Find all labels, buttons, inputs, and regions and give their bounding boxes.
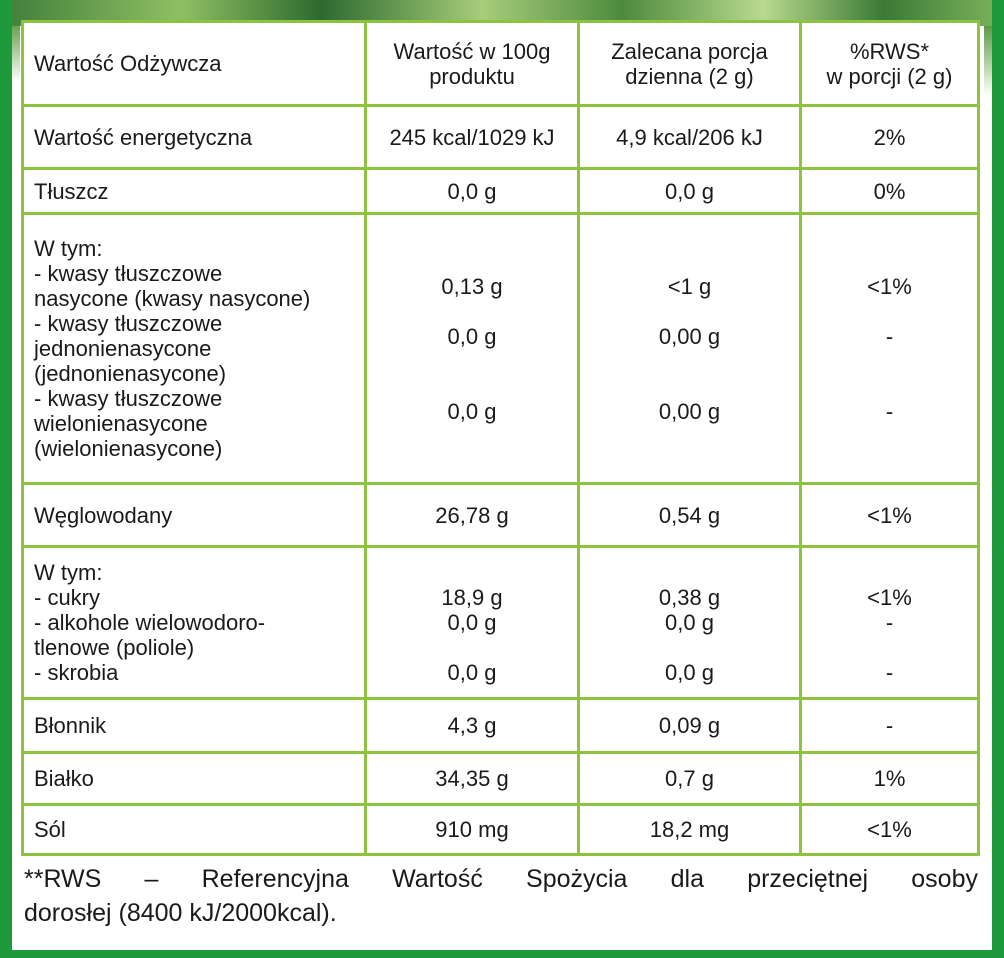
fat-saturated-name-line1: - kwasy tłuszczowe: [34, 261, 223, 286]
row-fat-name: Tłuszcz: [23, 169, 366, 214]
row-fiber-name: Błonnik: [23, 699, 366, 753]
carbs-polyol-name-line1: - alkohole wielowodoro-: [34, 610, 266, 635]
header-per-100g: [366, 22, 579, 106]
spacer: [377, 374, 567, 399]
table-row: [23, 805, 979, 855]
header-rws-line2: w porcji (2 g): [826, 63, 953, 89]
spacer: [812, 560, 967, 585]
row-carbs-per100: 26,78 g: [366, 484, 579, 547]
row-energy-name: Wartość energetyczna: [23, 106, 366, 169]
spacer: [590, 374, 789, 399]
row-fat-rws: 0%: [801, 169, 979, 214]
spacer: [377, 299, 567, 324]
table-row: [23, 484, 979, 547]
header-nutrient-label: Wartość Odżywcza: [34, 51, 222, 76]
spacer: [590, 349, 789, 374]
spacer: [590, 299, 789, 324]
row-protein-per100: 34,35 g: [366, 753, 579, 805]
carbs-starch-per100: 0,0 g: [447, 660, 497, 685]
carbs-breakdown-intro: W tym:: [34, 560, 103, 585]
carbs-polyol-portion: 0,0 g: [665, 610, 714, 635]
nutrition-table: [21, 20, 980, 856]
row-fat-per100: 0,0 g: [366, 169, 579, 214]
table-row: [23, 699, 979, 753]
table-row: [23, 169, 979, 214]
spacer: [812, 374, 967, 399]
table-row: [23, 106, 979, 169]
header-daily-portion: [579, 22, 801, 106]
fat-saturated-name-line2: nasycone (kwasy nasycone): [34, 286, 311, 311]
carbs-sugar-portion: 0,38 g: [658, 585, 721, 610]
row-energy-portion: 4,9 kcal/206 kJ: [579, 106, 801, 169]
fat-saturated-per100: 0,13 g: [441, 273, 503, 299]
header-rws: [801, 22, 979, 106]
spacer: [590, 635, 789, 660]
header-per-100g-line2: produktu: [429, 63, 515, 89]
carbs-starch-portion: 0,0 g: [665, 660, 714, 685]
spacer: [590, 249, 789, 274]
spacer: [590, 560, 789, 585]
row-salt-name: Sól: [23, 805, 366, 855]
fat-breakdown-intro: W tym:: [34, 236, 103, 261]
fat-breakdown-portion: [579, 214, 801, 484]
carbs-breakdown-per100: [366, 547, 579, 699]
fat-breakdown-per100: [366, 214, 579, 484]
table-row: [23, 753, 979, 805]
fat-saturated-portion: <1 g: [667, 273, 712, 299]
fat-mono-name-line3: (jednonienasycone): [34, 361, 227, 386]
row-fat-portion: 0,0 g: [579, 169, 801, 214]
rws-footnote: [24, 862, 978, 930]
fat-poly-name-line2: wielonienasycone: [34, 411, 208, 436]
fat-poly-name-line3: (wielonienasycone): [34, 436, 223, 461]
header-per-100g-line1: Wartość w 100g: [393, 38, 551, 64]
header-daily-portion-line2: dzienna (2 g): [625, 63, 754, 89]
row-fiber-portion: 0,09 g: [579, 699, 801, 753]
carbs-sugar-name: - cukry: [34, 585, 100, 610]
spacer: [377, 635, 567, 660]
carbs-breakdown-rws: [801, 547, 979, 699]
header-daily-portion-line1: Zalecana porcja: [611, 38, 768, 64]
fat-poly-name-line1: - kwasy tłuszczowe: [34, 386, 223, 411]
fat-poly-rws: -: [885, 398, 894, 424]
spacer: [812, 249, 967, 274]
row-carbs-name: Węglowodany: [23, 484, 366, 547]
row-salt-per100: 910 mg: [366, 805, 579, 855]
fat-mono-name-line2: jednonienasycone: [34, 336, 212, 361]
spacer: [590, 424, 789, 449]
header-nutrient: [23, 22, 366, 106]
footnote-line1: **RWS – Referencyjna Wartość Spożycia dla przeciętnej osoby: [24, 865, 978, 893]
spacer: [377, 349, 567, 374]
carbs-starch-name: - skrobia: [34, 660, 119, 685]
row-energy-rws: 2%: [801, 106, 979, 169]
carbs-polyol-name-line2: tlenowe (poliole): [34, 635, 195, 660]
fat-mono-portion: 0,00 g: [658, 323, 721, 349]
carbs-sugar-rws: <1%: [867, 585, 912, 610]
header-rws-line1: %RWS*: [849, 38, 930, 64]
carbs-polyol-per100: 0,0 g: [447, 610, 497, 635]
spacer: [377, 424, 567, 449]
row-fiber-rws: -: [801, 699, 979, 753]
spacer: [812, 424, 967, 449]
fat-breakdown-rws: [801, 214, 979, 484]
spacer: [377, 249, 567, 274]
header-row: [23, 22, 979, 106]
spacer: [812, 349, 967, 374]
spacer: [377, 560, 567, 585]
spacer: [812, 299, 967, 324]
row-carbs-rws: <1%: [801, 484, 979, 547]
carbs-breakdown-portion: [579, 547, 801, 699]
row-carbs-portion: 0,54 g: [579, 484, 801, 547]
fat-poly-per100: 0,0 g: [447, 398, 497, 424]
row-fiber-per100: 4,3 g: [366, 699, 579, 753]
footnote-line2: dorosłej (8400 kJ/2000kcal).: [24, 899, 337, 927]
fat-mono-name-line1: - kwasy tłuszczowe: [34, 311, 223, 336]
row-protein-portion: 0,7 g: [579, 753, 801, 805]
fat-mono-per100: 0,0 g: [447, 323, 497, 349]
spacer: [812, 635, 967, 660]
carbs-sugar-per100: 18,9 g: [441, 585, 503, 610]
table-row-carbs-breakdown: [23, 547, 979, 699]
carbs-breakdown-names: [23, 547, 366, 699]
row-salt-rws: <1%: [801, 805, 979, 855]
row-salt-portion: 18,2 mg: [579, 805, 801, 855]
row-protein-name: Białko: [23, 753, 366, 805]
fat-breakdown-names: [23, 214, 366, 484]
table-row-fat-breakdown: [23, 214, 979, 484]
fat-poly-portion: 0,00 g: [658, 398, 721, 424]
carbs-polyol-rws: -: [885, 610, 894, 635]
fat-saturated-rws: <1%: [867, 273, 912, 299]
carbs-starch-rws: -: [885, 660, 894, 685]
row-protein-rws: 1%: [801, 753, 979, 805]
fat-mono-rws: -: [885, 323, 894, 349]
row-energy-per100: 245 kcal/1029 kJ: [366, 106, 579, 169]
